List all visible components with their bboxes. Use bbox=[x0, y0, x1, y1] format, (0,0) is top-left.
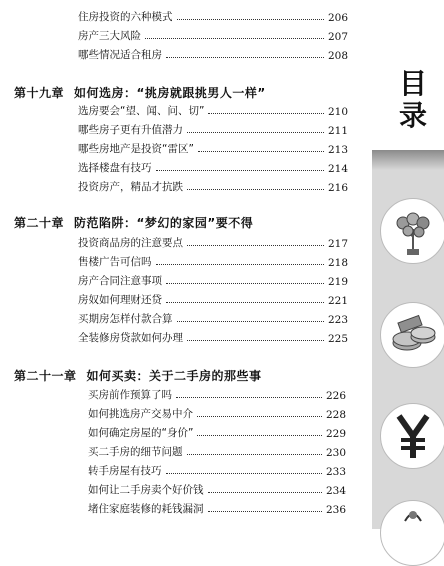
side-panel bbox=[372, 0, 444, 529]
leader-dots bbox=[208, 492, 322, 493]
toc-entry-page: 206 bbox=[327, 12, 348, 24]
toc-entry-page: 221 bbox=[327, 295, 348, 307]
toc-entry-title: 售楼广告可信吗 bbox=[78, 256, 152, 268]
toc-entry-page: 219 bbox=[327, 276, 348, 288]
chapter-number: 第二十章 bbox=[14, 216, 65, 230]
toc-entry-page: 216 bbox=[327, 182, 348, 194]
toc-entry-title: 全装修房贷款如何办理 bbox=[78, 332, 183, 344]
toc-entry[interactable] bbox=[88, 481, 346, 497]
leader-dots bbox=[145, 38, 324, 39]
toc-entry-page: 210 bbox=[327, 106, 348, 118]
toc-entry-title: 投资商品房的注意要点 bbox=[78, 237, 183, 249]
leader-dots bbox=[156, 170, 324, 171]
coins-medallion bbox=[380, 302, 444, 368]
toc-entry[interactable] bbox=[78, 46, 348, 62]
toc-entry[interactable] bbox=[88, 500, 346, 516]
figure-medallion bbox=[380, 500, 444, 566]
toc-entry[interactable] bbox=[88, 443, 346, 459]
toc-entry-title: 如何让二手房卖个好价钱 bbox=[88, 484, 204, 496]
leader-dots bbox=[187, 245, 324, 246]
toc-entry-title: 住房投资的六种模式 bbox=[78, 11, 173, 23]
toc-entry-page: 233 bbox=[325, 466, 346, 478]
toc-entry-page: 226 bbox=[325, 390, 346, 402]
leader-dots bbox=[187, 189, 324, 190]
toc-entry-title: 如何挑选房产交易中介 bbox=[88, 408, 193, 420]
leader-dots bbox=[177, 19, 324, 20]
toc-entry-title: 哪些房子更有升值潜力 bbox=[78, 124, 183, 136]
leader-dots bbox=[176, 397, 322, 398]
toc-entry-page: 236 bbox=[325, 504, 346, 516]
leader-dots bbox=[197, 435, 322, 436]
chapter-title: 如何买卖：关于二手房的那些事 bbox=[86, 369, 262, 383]
toc-entry[interactable] bbox=[78, 8, 348, 24]
toc-entry-title: 房奴如何理财还贷 bbox=[78, 294, 162, 306]
toc-entry-page: 218 bbox=[327, 257, 348, 269]
leader-dots bbox=[177, 321, 324, 322]
toc-entry-title: 堵住家庭装修的耗钱漏洞 bbox=[88, 503, 204, 515]
toc-entry-page: 225 bbox=[327, 333, 348, 345]
toc-entry-page: 229 bbox=[325, 428, 346, 440]
leader-dots bbox=[156, 264, 324, 265]
leader-dots bbox=[166, 473, 322, 474]
leader-dots bbox=[166, 302, 324, 303]
leader-dots bbox=[208, 511, 322, 512]
leader-dots bbox=[187, 454, 322, 455]
money-tree-icon bbox=[381, 199, 444, 263]
toc-entry-page: 214 bbox=[327, 163, 348, 175]
toc-entry-page: 228 bbox=[325, 409, 346, 421]
toc-entry[interactable] bbox=[78, 27, 348, 43]
toc-entry[interactable] bbox=[78, 140, 348, 156]
leader-dots bbox=[187, 132, 324, 133]
yuan-icon bbox=[381, 404, 444, 468]
toc-entry-page: 211 bbox=[327, 125, 348, 137]
toc-entry-page: 207 bbox=[327, 31, 348, 43]
toc-entry-page: 223 bbox=[327, 314, 348, 326]
chapter-title: 防范陷阱：“梦幻的家园”要不得 bbox=[74, 216, 254, 230]
toc-entry[interactable] bbox=[88, 405, 346, 421]
toc-entry-title: 买二手房的细节问题 bbox=[88, 446, 183, 458]
coins-icon bbox=[381, 303, 444, 367]
toc-entry[interactable] bbox=[78, 121, 348, 137]
toc-entry-title: 选房要会“望、闻、问、切” bbox=[78, 105, 205, 117]
toc-entry[interactable] bbox=[78, 291, 348, 307]
toc-entry[interactable] bbox=[78, 329, 348, 345]
yuan-medallion bbox=[380, 403, 444, 469]
leader-dots bbox=[198, 151, 324, 152]
toc-entry-page: 213 bbox=[327, 144, 348, 156]
money-tree-medallion bbox=[380, 198, 444, 264]
toc-entry[interactable] bbox=[78, 253, 348, 269]
toc-entry-title: 买期房怎样付款合算 bbox=[78, 313, 173, 325]
toc-entry-page: 208 bbox=[327, 50, 348, 62]
toc-entry[interactable] bbox=[78, 178, 348, 194]
leader-dots bbox=[166, 57, 324, 58]
chapter-heading[interactable] bbox=[14, 367, 262, 384]
toc-entry-title: 哪些情况适合租房 bbox=[78, 49, 162, 61]
toc-entry[interactable] bbox=[78, 272, 348, 288]
toc-entry-page: 217 bbox=[327, 238, 348, 250]
toc-entry[interactable] bbox=[78, 234, 348, 250]
chapter-heading[interactable] bbox=[14, 214, 253, 231]
figure-icon bbox=[381, 501, 444, 565]
chapter-number: 第十九章 bbox=[14, 86, 65, 100]
leader-dots bbox=[197, 416, 322, 417]
leader-dots bbox=[208, 113, 324, 114]
toc-entry-page: 234 bbox=[325, 485, 346, 497]
toc-entry-title: 选择楼盘有技巧 bbox=[78, 162, 152, 174]
toc-entry-title: 哪些房地产是投资“雷区” bbox=[78, 143, 194, 155]
band-shadow bbox=[372, 150, 444, 170]
toc-entry-title: 如何确定房屋的“身价” bbox=[88, 427, 194, 439]
leader-dots bbox=[166, 283, 324, 284]
toc-entry-title: 转手房屋有技巧 bbox=[88, 465, 162, 477]
toc-entry[interactable] bbox=[78, 102, 348, 118]
chapter-title: 如何选房：“挑房就跟挑男人一样” bbox=[74, 86, 266, 100]
toc-entry[interactable] bbox=[78, 310, 348, 326]
toc-entry[interactable] bbox=[88, 462, 346, 478]
toc-entry[interactable] bbox=[78, 159, 348, 175]
leader-dots bbox=[187, 340, 324, 341]
toc-entry-title: 投资房产，精品才抗跌 bbox=[78, 181, 183, 193]
toc-entry[interactable] bbox=[88, 424, 346, 440]
chapter-heading[interactable] bbox=[14, 84, 266, 101]
contents-heading: 目录 bbox=[398, 67, 427, 132]
toc-entry-title: 房产三大风险 bbox=[78, 30, 141, 42]
chapter-number: 第二十一章 bbox=[14, 369, 77, 383]
toc-entry-title: 买房前作预算了吗 bbox=[88, 389, 172, 401]
toc-entry-page: 230 bbox=[325, 447, 346, 459]
toc-entry-title: 房产合同注意事项 bbox=[78, 275, 162, 287]
toc-entry[interactable] bbox=[88, 386, 346, 402]
